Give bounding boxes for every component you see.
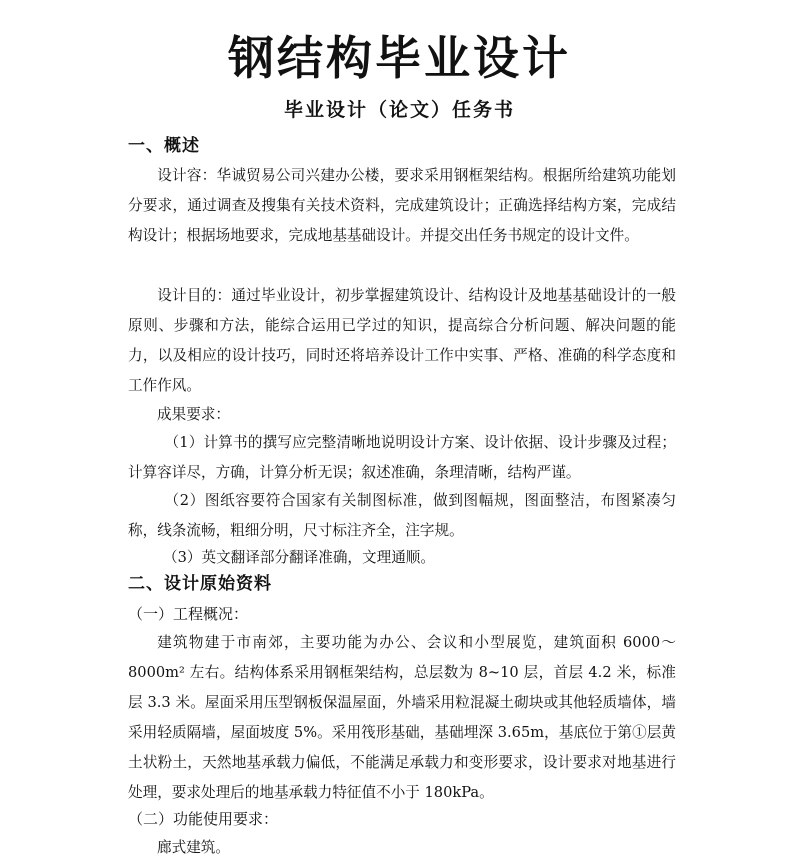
requirement-item-2: （2）图纸容要符合国家有关制图标准，做到图幅规，图面整洁，布图紧凑匀称，线条流畅，粗细分明，尺寸标注齐全，注字规。 bbox=[128, 492, 676, 539]
subsection-heading-function-requirements: （二）功能使用要求： bbox=[128, 810, 279, 828]
subsection-heading-project-overview: （一）工程概况： bbox=[128, 605, 249, 623]
paragraph-project-overview: 建筑物建于市南郊，主要功能为办公、会议和小型展览，建筑面积 6000～8000m² 左右。结构体系采用钢框架结构，总层数为 8~10 层，首层 4.2 米，标准层 3.3 米。屋面采用压型钢板保温屋面，外墙采用粒混凝土砌块或其他轻质墙体，墙采用轻质隔墙，屋面坡度 5%。采用筏形基础，基础埋深 3.65m，基底位于第①层黄土状粉土，天然地基承载力偏低，不能满足承载力和变形要求，设计要求对地基进行处理，要求处理后的地基承载力特征值不小于 180kPa。 bbox=[128, 634, 676, 801]
document-title: 钢结构毕业设计 bbox=[228, 31, 571, 85]
paragraph-function-requirements: 廊式建筑。 bbox=[157, 839, 230, 856]
paragraph-design-content: 设计容：华诚贸易公司兴建办公楼，要求采用钢框架结构。根据所给建筑功能划分要求，通过调查及搜集有关技术资料，完成建筑设计；正确选择结构方案，完成结构设计；根据场地要求，完成地基基础设计。并提交出任务书规定的设计文件。 bbox=[128, 167, 676, 244]
paragraph-design-purpose: 设计目的：通过毕业设计，初步掌握建筑设计、结构设计及地基基础设计的一般原则、步骤和方法，能综合运用已学过的知识，提高综合分析问题、解决问题的能力，以及相应的设计技巧，同时还将培养设计工作中实事、严格、准确的科学态度和工作作风。 bbox=[128, 287, 676, 394]
results-requirement-label: 成果要求： bbox=[157, 406, 230, 423]
requirement-item-1: （1）计算书的撰写应完整清晰地说明设计方案、设计依据、设计步骤及过程；计算容详尽，方确，计算分析无误；叙述准确，条理清晰，结构严谨。 bbox=[128, 434, 676, 481]
section-heading-overview: 一、概述 bbox=[128, 136, 200, 156]
section-heading-original-data: 二、设计原始资料 bbox=[128, 574, 272, 594]
document-subtitle: 毕业设计（论文）任务书 bbox=[283, 99, 515, 121]
requirement-item-3: （3）英文翻译部分翻译准确，文理通顺。 bbox=[163, 549, 435, 566]
